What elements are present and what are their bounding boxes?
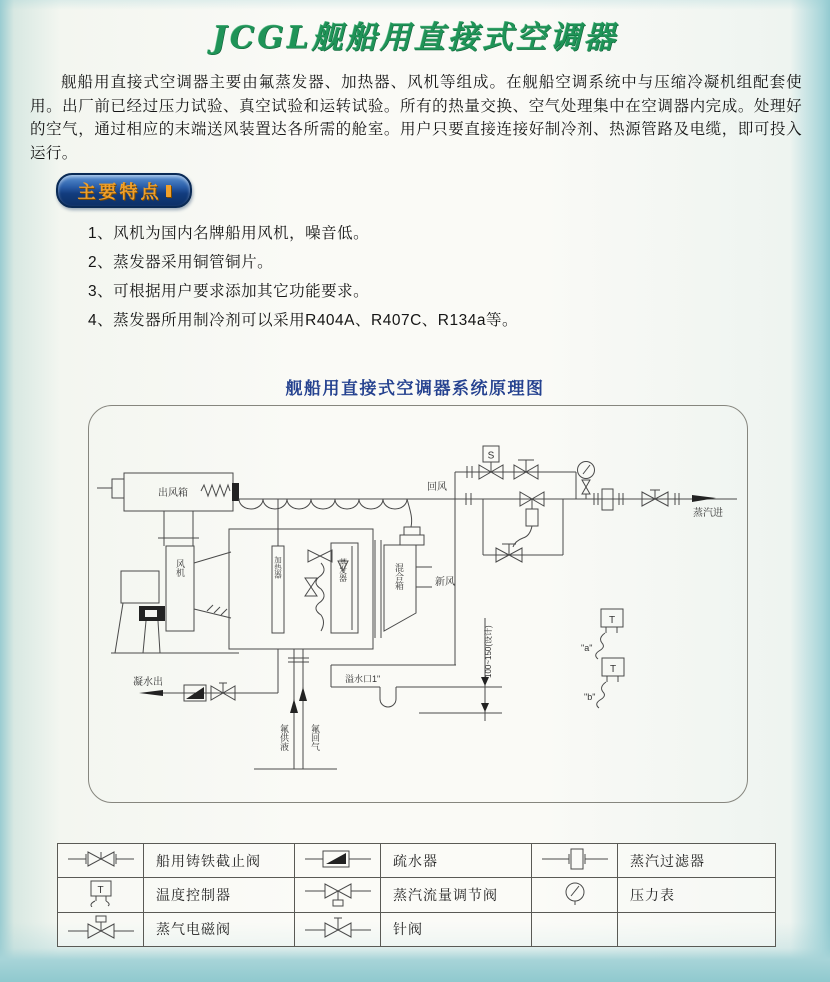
system-diagram xyxy=(88,405,748,803)
refrigerant-lines xyxy=(254,649,337,769)
legend-empty-symbol xyxy=(532,912,618,946)
outlet-air-box xyxy=(97,473,239,511)
legend-label: 压力表 xyxy=(618,878,776,912)
globe-valve-icon xyxy=(58,844,144,878)
steam-piping xyxy=(455,446,723,665)
outlet-box-label: 出风箱 xyxy=(158,488,188,499)
feature-item-1: 1、风机为国内名牌船用风机，噪音低。 xyxy=(88,225,370,242)
diagram-title: 舰船用直接式空调器系统原理图 xyxy=(285,379,545,398)
return-air-flex-duct xyxy=(239,481,737,527)
mixing-box-label: 混合箱 xyxy=(394,563,404,590)
fresh-air-label: 新风 xyxy=(435,577,455,588)
badge-decoration-block xyxy=(166,185,171,197)
fan-duct xyxy=(158,511,199,546)
solenoid-s-label: S xyxy=(487,450,495,462)
feature-item-4: 4、蒸发器所用制冷剂可以采用R404A、R407C、R134a等。 xyxy=(88,312,518,329)
temperature-sensor-b xyxy=(584,658,624,708)
svg-text:T: T xyxy=(96,885,105,897)
solenoid-valve-icon xyxy=(58,912,144,946)
condensate-out-label: 凝水出 xyxy=(133,677,163,688)
steam-filter-icon xyxy=(532,844,618,878)
features-badge-label: 主要特点 xyxy=(77,181,162,202)
sensor-a-t-label: T xyxy=(608,615,616,626)
feature-item-3: 3、可根据用户要求添加其它功能要求。 xyxy=(88,283,370,300)
sensor-b-label: "b" xyxy=(584,692,596,702)
steam-trap-icon xyxy=(295,844,381,878)
condensate-line xyxy=(133,649,278,701)
temperature-sensor-a xyxy=(581,609,623,659)
steam-in-label: 蒸汽进 xyxy=(693,508,723,519)
lower-bypass xyxy=(483,499,563,562)
legend-label: 蒸汽过滤器 xyxy=(618,844,776,878)
steam-stop-valve xyxy=(642,490,668,506)
legend-label: 疏水器 xyxy=(381,844,532,878)
trap-dimension-label: 100~150(设计) xyxy=(484,625,493,678)
features-badge xyxy=(56,173,192,208)
legend-label: 蒸汽流量调节阀 xyxy=(381,878,532,912)
needle-valve-icon xyxy=(295,912,381,946)
legend-label: 温度控制器 xyxy=(144,878,295,912)
bypass-hand-valve xyxy=(514,460,538,479)
steam-in-arrow xyxy=(692,495,716,502)
fan xyxy=(166,546,231,631)
pressure-gauge-icon xyxy=(532,878,618,912)
legend-label: 针阀 xyxy=(381,912,532,946)
legend-table xyxy=(57,843,776,947)
flow-regulating-valve xyxy=(513,492,544,547)
mixing-box xyxy=(375,527,455,638)
legend-label: 蒸气电磁阀 xyxy=(144,912,295,946)
fan-motor xyxy=(111,571,239,653)
solenoid-valve xyxy=(479,446,503,479)
pressure-gauge xyxy=(578,462,595,500)
page-title: JCGL舰船用直接式空调器 xyxy=(212,20,618,56)
legend-row-1 xyxy=(58,844,776,878)
evaporator-label: 蒸发器 xyxy=(338,558,348,582)
sensor-b-t-label: T xyxy=(609,664,617,675)
feature-item-2: 2、蒸发器采用铜管铜片。 xyxy=(88,254,274,271)
flow-regulating-valve-icon xyxy=(295,878,381,912)
temperature-controller-icon xyxy=(58,878,144,912)
legend-label: 船用铸铁截止阀 xyxy=(144,844,295,878)
legend-label xyxy=(618,912,776,946)
unit-casing xyxy=(229,499,373,649)
refrigerant-gas-label: 氟回气 xyxy=(310,724,320,751)
fan-label: 风机 xyxy=(175,559,185,577)
sensor-a-label: "a" xyxy=(581,643,593,653)
heater-label: 加热器 xyxy=(273,556,283,579)
drain-port-label: 溢水口1" xyxy=(345,674,381,684)
system-diagram-svg xyxy=(89,406,747,802)
intro-paragraph: 舰船用直接式空调器主要由氟蒸发器、加热器、风机等组成。在舰船空调系统中与压缩冷凝机组配套使用。出厂前已经过压力试验、真空试验和运转试验。所有的热量交换、空气处理集中在空调器内完成。处理好的空气，通过相应的末端送风装置达各所需的舱室。用户只要直接连接好制冷剂、热源管路及电缆，即可投入运行。 xyxy=(30,74,802,162)
refrigerant-liquid-label: 氟供液 xyxy=(279,724,289,751)
return-air-label: 回风 xyxy=(427,482,447,493)
legend-row-2 xyxy=(58,878,776,912)
legend-row-3 xyxy=(58,912,776,946)
